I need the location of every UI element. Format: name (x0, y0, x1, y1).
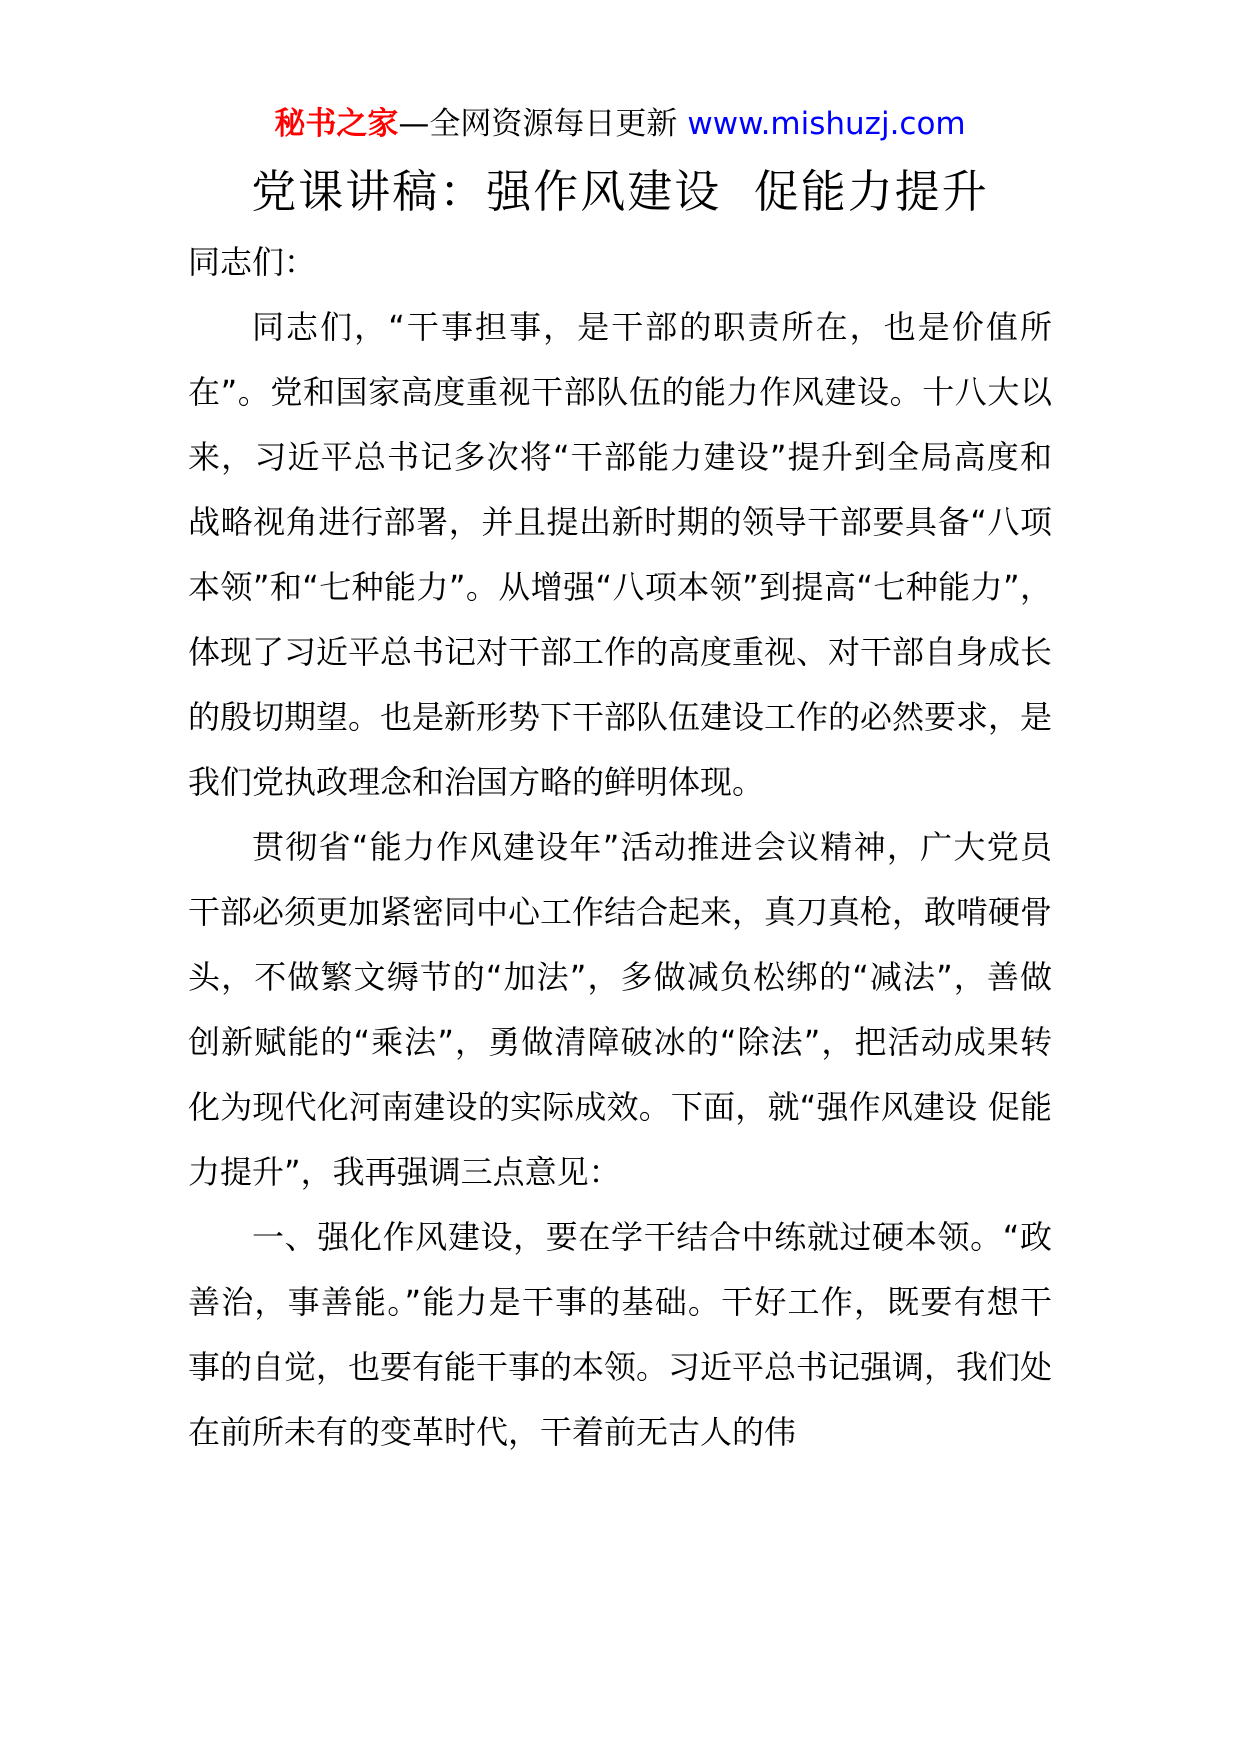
brand-name: 秘书之家 (274, 106, 399, 142)
site-header (0, 100, 1240, 148)
paragraph-1: 同志们，“干事担事，是干部的职责所在，也是价值所在”。党和国家高度重视干部队伍的能力作风建设。十八大以来，习近平总书记多次将“干部能力建设”提升到全局高度和战略视角进行部署，并且提出新时期的领导干部要具备“八项本领”和“七种能力”。从增强“八项本领”到提高“七种能力”，体现了习近平总书记对干部工作的高度重视、对干部自身成长的殷切期望。也是新形势下干部队伍建设工作的必然要求，是我们党执政理念和治国方略的鲜明体现。 (188, 308, 1053, 801)
document-body (188, 230, 1052, 1465)
document-title: 党课讲稿：强作风建设 促能力提升 (251, 165, 989, 218)
site-url-link[interactable]: www.mishuzj.com (687, 106, 966, 142)
header-tagline: —全网资源每日更新 (398, 106, 678, 142)
paragraph-2: 贯彻省“能力作风建设年”活动推进会议精神，广大党员干部必须更加紧密同中心工作结合起来，真刀真枪，敢啃硬骨头，不做繁文缛节的“加法”，多做减负松绑的“减法”，善做创新赋能的“乘法”，勇做清障破冰的“除法”，把活动成果转化为现代化河南建设的实际成效。下面，就“强作风建设 促能力提升”，我再强调三点意见： (188, 828, 1053, 1191)
section-one-text: “政善治，事善能。”能力是干事的基础。干好工作，既要有想干事的自觉，也要有能干事的本领。习近平总书记强调，我们处在前所未有的变革时代，干着前无古人的伟 (188, 1218, 1053, 1451)
section-one-paragraph (188, 1205, 1052, 1465)
section-one-heading: 一、强化作风建设，要在学干结合中练就过硬本领。 (252, 1218, 1003, 1256)
salutation: 同志们： (188, 243, 317, 281)
